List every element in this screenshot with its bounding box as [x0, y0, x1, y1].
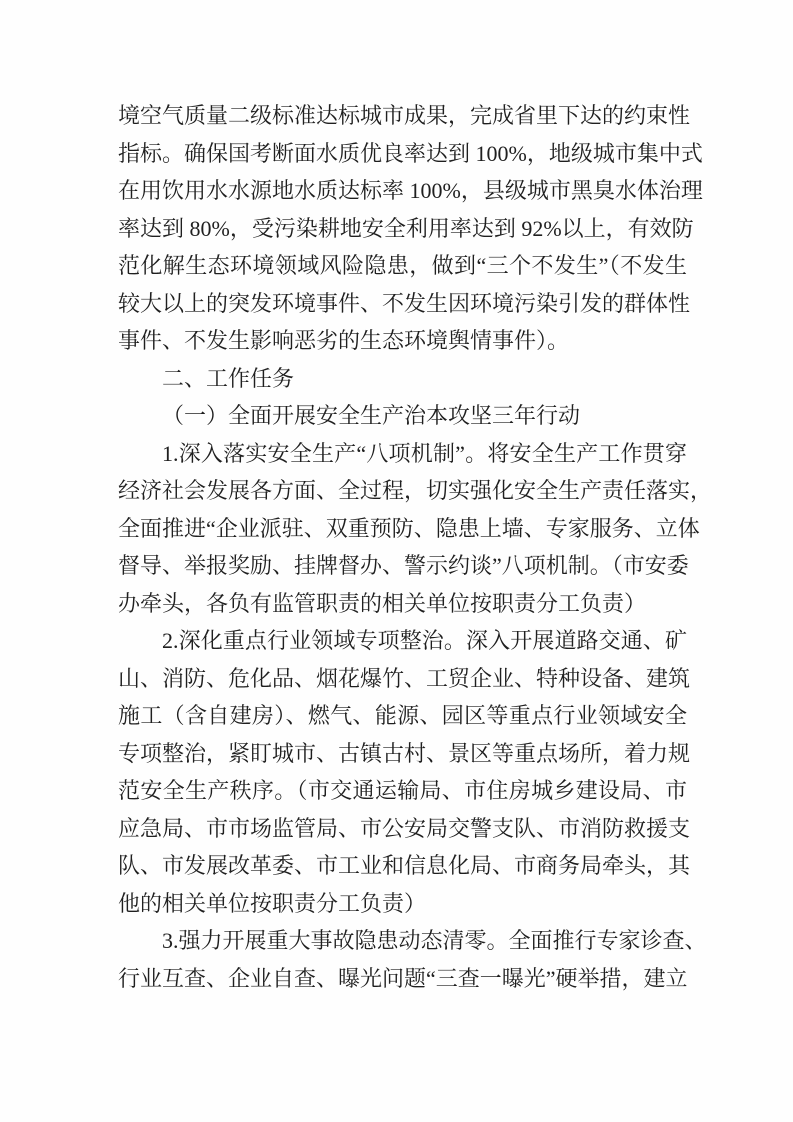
text-line: 督导、举报奖励、挂牌督办、警示约谈”八项机制。（市安委	[118, 553, 689, 578]
text-line: 事件、不发生影响恶劣的生态环境舆情事件）。	[118, 328, 570, 353]
paragraph-body	[118, 435, 713, 623]
document-body	[118, 97, 713, 997]
text-line: 范安全生产秩序。（市交通运输局、市住房城乡建设局、市	[118, 778, 687, 803]
text-line: 队、市发展改革委、市工业和信息化局、市商务局牵头，其	[118, 853, 691, 878]
text-line: 2.深化重点行业领域专项整治。深入开展道路交通、矿	[162, 628, 687, 653]
text-line: 3.强力开展重大事故隐患动态清零。全面推行专家诊查、	[162, 928, 707, 953]
text-line: 全面推进“企业派驻、双重预防、隐患上墙、专家服务、立体	[118, 515, 700, 541]
text-line: 二、工作任务	[162, 365, 295, 391]
paragraph-body	[118, 622, 691, 922]
text-line: 施工（含自建房）、燃气、能源、园区等重点行业领域安全	[118, 703, 687, 728]
text-line: 率达到 80%，受污染耕地安全利用率达到 92%以上，有效防	[118, 215, 694, 241]
text-line: 在用饮用水水源地水质达标率 100%，县级城市黑臭水体治理	[118, 178, 703, 203]
paragraph-heading-level-2	[118, 397, 687, 435]
text-line: 范化解生态环境领域风险隐患，做到“三个不发生”（不发生	[118, 253, 687, 278]
paragraph-body	[118, 922, 707, 997]
paragraph-heading-level-1	[118, 360, 687, 398]
text-line: 专项整治，紧盯城市、古镇古村、景区等重点场所，着力规	[118, 740, 691, 766]
text-line: 行业互查、企业自查、曝光问题“三查一曝光”硬举措，建立	[118, 965, 688, 991]
paragraph-body-continuation	[118, 97, 703, 360]
text-line: 经济社会发展各方面、全过程，切实强化安全生产责任落实，	[118, 478, 713, 503]
text-line: 境空气质量二级标准达标城市成果，完成省里下达的约束性	[118, 103, 691, 128]
text-line: 应急局、市市场监管局、市公安局交警支队、市消防救援支	[118, 815, 691, 841]
text-line: 1.深入落实安全生产“八项机制”。将安全生产工作贯穿	[162, 440, 687, 466]
text-line: 指标。确保国考断面水质优良率达到 100%，地级城市集中式	[118, 140, 703, 166]
text-line: 办牵头，各负有监管职责的相关单位按职责分工负责）	[118, 590, 647, 616]
text-line: 山、消防、危化品、烟花爆竹、工贸企业、特种设备、建筑	[118, 665, 691, 691]
text-line: 他的相关单位按职责分工负责）	[118, 890, 427, 916]
text-line: 较大以上的突发环境事件、不发生因环境污染引发的群体性	[118, 290, 691, 316]
text-line: （一）全面开展安全生产治本攻坚三年行动	[162, 403, 581, 428]
